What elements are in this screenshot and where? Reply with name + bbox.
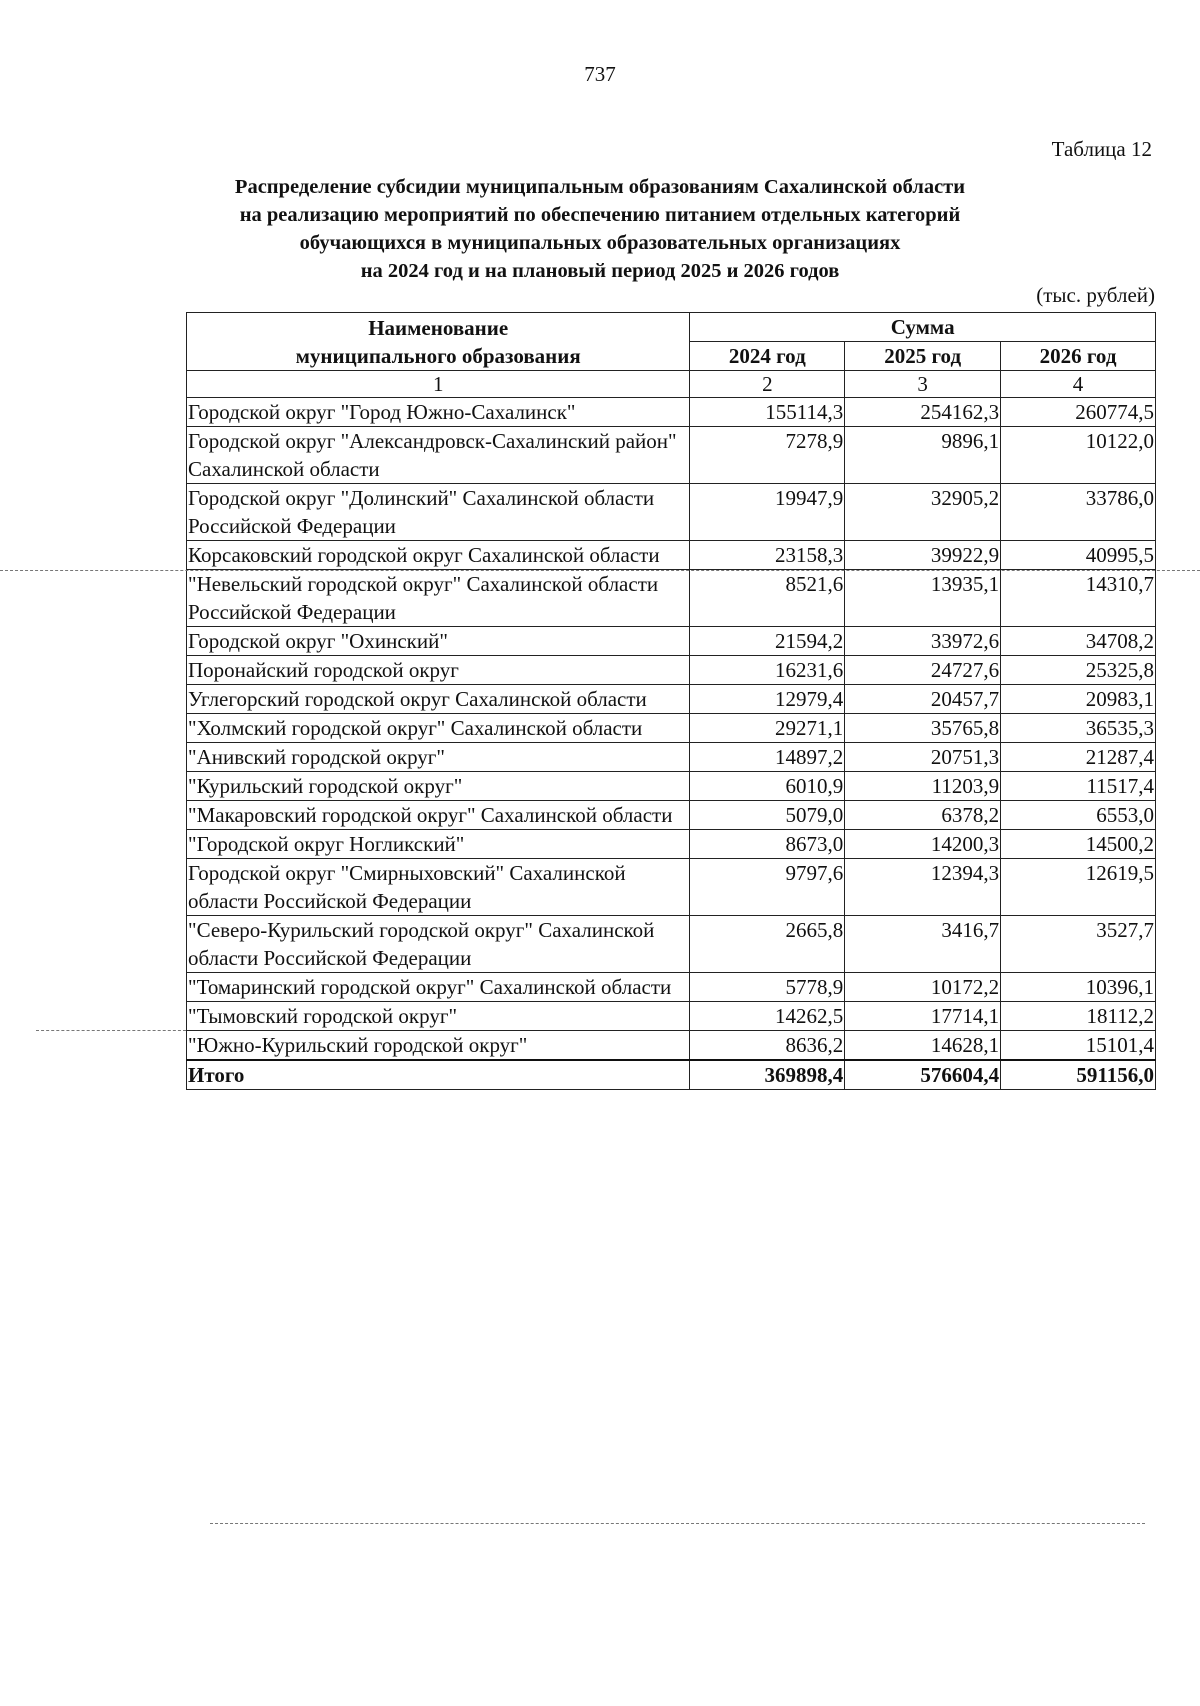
scan-artifact-line bbox=[0, 570, 1200, 571]
amount-2026: 21287,4 bbox=[1001, 743, 1156, 772]
total-2025: 576604,4 bbox=[845, 1060, 1001, 1090]
amount-2026: 40995,5 bbox=[1001, 541, 1156, 570]
amount-2026: 36535,3 bbox=[1001, 714, 1156, 743]
amount-2025: 20751,3 bbox=[845, 743, 1001, 772]
table-row bbox=[187, 714, 1156, 743]
amount-2026: 15101,4 bbox=[1001, 1031, 1156, 1061]
header-year-2026: 2026 год bbox=[1001, 342, 1156, 371]
amount-2025: 11203,9 bbox=[845, 772, 1001, 801]
column-number: 1 bbox=[187, 371, 690, 398]
page-number: 737 bbox=[584, 62, 616, 86]
amount-2026: 6553,0 bbox=[1001, 801, 1156, 830]
amount-2024: 155114,3 bbox=[690, 398, 845, 427]
amount-2024: 9797,6 bbox=[690, 859, 845, 916]
amount-2024: 5079,0 bbox=[690, 801, 845, 830]
table-body bbox=[187, 398, 1156, 1090]
municipality-name: Углегорский городской округ Сахалинской области bbox=[187, 685, 690, 714]
amount-2025: 3416,7 bbox=[845, 916, 1001, 973]
municipality-name: "Анивский городской округ" bbox=[187, 743, 690, 772]
table-label: Таблица 12 bbox=[1051, 137, 1152, 161]
amount-2026: 260774,5 bbox=[1001, 398, 1156, 427]
column-number: 3 bbox=[845, 371, 1001, 398]
table-row bbox=[187, 1031, 1156, 1061]
amount-2025: 13935,1 bbox=[845, 570, 1001, 627]
amount-2025: 39922,9 bbox=[845, 541, 1001, 570]
column-number: 2 bbox=[690, 371, 845, 398]
amount-2025: 33972,6 bbox=[845, 627, 1001, 656]
amount-2026: 34708,2 bbox=[1001, 627, 1156, 656]
municipality-name: Корсаковский городской округ Сахалинской области bbox=[187, 541, 690, 570]
table-row bbox=[187, 916, 1156, 973]
amount-2025: 17714,1 bbox=[845, 1002, 1001, 1031]
amount-2024: 5778,9 bbox=[690, 973, 845, 1002]
table-row bbox=[187, 570, 1156, 627]
table-row bbox=[187, 973, 1156, 1002]
amount-2026: 20983,1 bbox=[1001, 685, 1156, 714]
amount-2024: 7278,9 bbox=[690, 427, 845, 484]
amount-2024: 2665,8 bbox=[690, 916, 845, 973]
table-row bbox=[187, 859, 1156, 916]
amount-2024: 8636,2 bbox=[690, 1031, 845, 1061]
amount-2026: 10396,1 bbox=[1001, 973, 1156, 1002]
table-row bbox=[187, 743, 1156, 772]
title-line: обучающихся в муниципальных образовательных организациях bbox=[299, 232, 901, 254]
table-row bbox=[187, 484, 1156, 541]
total-2024: 369898,4 bbox=[690, 1060, 845, 1090]
header-year-2025: 2025 год bbox=[845, 342, 1001, 371]
units-label: (тыс. рублей) bbox=[1036, 283, 1155, 307]
column-number: 4 bbox=[1001, 371, 1156, 398]
amount-2026: 14310,7 bbox=[1001, 570, 1156, 627]
municipality-name: "Макаровский городской округ" Сахалинской области bbox=[187, 801, 690, 830]
title-line: на реализацию мероприятий по обеспечению питанием отдельных категорий bbox=[239, 204, 961, 226]
title-line: Распределение субсидии муниципальным образованиям Сахалинской области bbox=[234, 176, 966, 198]
amount-2024: 8673,0 bbox=[690, 830, 845, 859]
amount-2026: 3527,7 bbox=[1001, 916, 1156, 973]
header-name-column: Наименование муниципального образования bbox=[187, 313, 690, 371]
municipality-name: Городской округ "Город Южно-Сахалинск" bbox=[187, 398, 690, 427]
amount-2025: 254162,3 bbox=[845, 398, 1001, 427]
municipality-name: "Городской округ Ногликский" bbox=[187, 830, 690, 859]
amount-2024: 8521,6 bbox=[690, 570, 845, 627]
amount-2026: 10122,0 bbox=[1001, 427, 1156, 484]
municipality-name: Городской округ "Александровск-Сахалинский район" Сахалинской области bbox=[187, 427, 690, 484]
table-row bbox=[187, 627, 1156, 656]
amount-2024: 14897,2 bbox=[690, 743, 845, 772]
municipality-name: "Холмский городской округ" Сахалинской области bbox=[187, 714, 690, 743]
amount-2025: 14200,3 bbox=[845, 830, 1001, 859]
amount-2026: 12619,5 bbox=[1001, 859, 1156, 916]
amount-2025: 6378,2 bbox=[845, 801, 1001, 830]
amount-2024: 16231,6 bbox=[690, 656, 845, 685]
municipality-name: "Невельский городской округ" Сахалинской области Российской Федерации bbox=[187, 570, 690, 627]
scan-artifact-line bbox=[36, 1030, 186, 1031]
amount-2026: 33786,0 bbox=[1001, 484, 1156, 541]
amount-2024: 19947,9 bbox=[690, 484, 845, 541]
municipality-name: "Тымовский городской округ" bbox=[187, 1002, 690, 1031]
municipality-name: "Томаринский городской округ" Сахалинской области bbox=[187, 973, 690, 1002]
table-row bbox=[187, 427, 1156, 484]
municipality-name: Городской округ "Охинский" bbox=[187, 627, 690, 656]
total-2026: 591156,0 bbox=[1001, 1060, 1156, 1090]
municipality-name: Городской округ "Долинский" Сахалинской области Российской Федерации bbox=[187, 484, 690, 541]
municipality-name: Поронайский городской округ bbox=[187, 656, 690, 685]
table-row bbox=[187, 541, 1156, 570]
amount-2025: 10172,2 bbox=[845, 973, 1001, 1002]
amount-2024: 29271,1 bbox=[690, 714, 845, 743]
amount-2024: 23158,3 bbox=[690, 541, 845, 570]
municipality-name: "Южно-Курильский городской округ" bbox=[187, 1031, 690, 1061]
header-sum: Сумма bbox=[690, 313, 1156, 342]
table-row bbox=[187, 801, 1156, 830]
amount-2026: 11517,4 bbox=[1001, 772, 1156, 801]
total-label: Итого bbox=[187, 1060, 690, 1090]
table-row bbox=[187, 398, 1156, 427]
table-row bbox=[187, 772, 1156, 801]
table-row bbox=[187, 830, 1156, 859]
amount-2024: 14262,5 bbox=[690, 1002, 845, 1031]
subsidy-table bbox=[186, 312, 1156, 1090]
amount-2025: 14628,1 bbox=[845, 1031, 1001, 1061]
amount-2025: 35765,8 bbox=[845, 714, 1001, 743]
amount-2025: 12394,3 bbox=[845, 859, 1001, 916]
amount-2025: 20457,7 bbox=[845, 685, 1001, 714]
title-line: на 2024 год и на плановый период 2025 и 2026 годов bbox=[360, 260, 840, 282]
amount-2025: 32905,2 bbox=[845, 484, 1001, 541]
table-row bbox=[187, 656, 1156, 685]
amount-2025: 24727,6 bbox=[845, 656, 1001, 685]
municipality-name: Городской округ "Смирныховский" Сахалинской области Российской Федерации bbox=[187, 859, 690, 916]
amount-2026: 25325,8 bbox=[1001, 656, 1156, 685]
scan-artifact-line bbox=[210, 1523, 1145, 1524]
municipality-name: "Северо-Курильский городской округ" Сахалинской области Российской Федерации bbox=[187, 916, 690, 973]
amount-2026: 18112,2 bbox=[1001, 1002, 1156, 1031]
document-title bbox=[150, 173, 1050, 285]
total-row bbox=[187, 1060, 1156, 1090]
amount-2024: 21594,2 bbox=[690, 627, 845, 656]
header-year-2024: 2024 год bbox=[690, 342, 845, 371]
amount-2024: 6010,9 bbox=[690, 772, 845, 801]
table-row bbox=[187, 685, 1156, 714]
table-row bbox=[187, 1002, 1156, 1031]
amount-2024: 12979,4 bbox=[690, 685, 845, 714]
amount-2025: 9896,1 bbox=[845, 427, 1001, 484]
municipality-name: "Курильский городской округ" bbox=[187, 772, 690, 801]
amount-2026: 14500,2 bbox=[1001, 830, 1156, 859]
